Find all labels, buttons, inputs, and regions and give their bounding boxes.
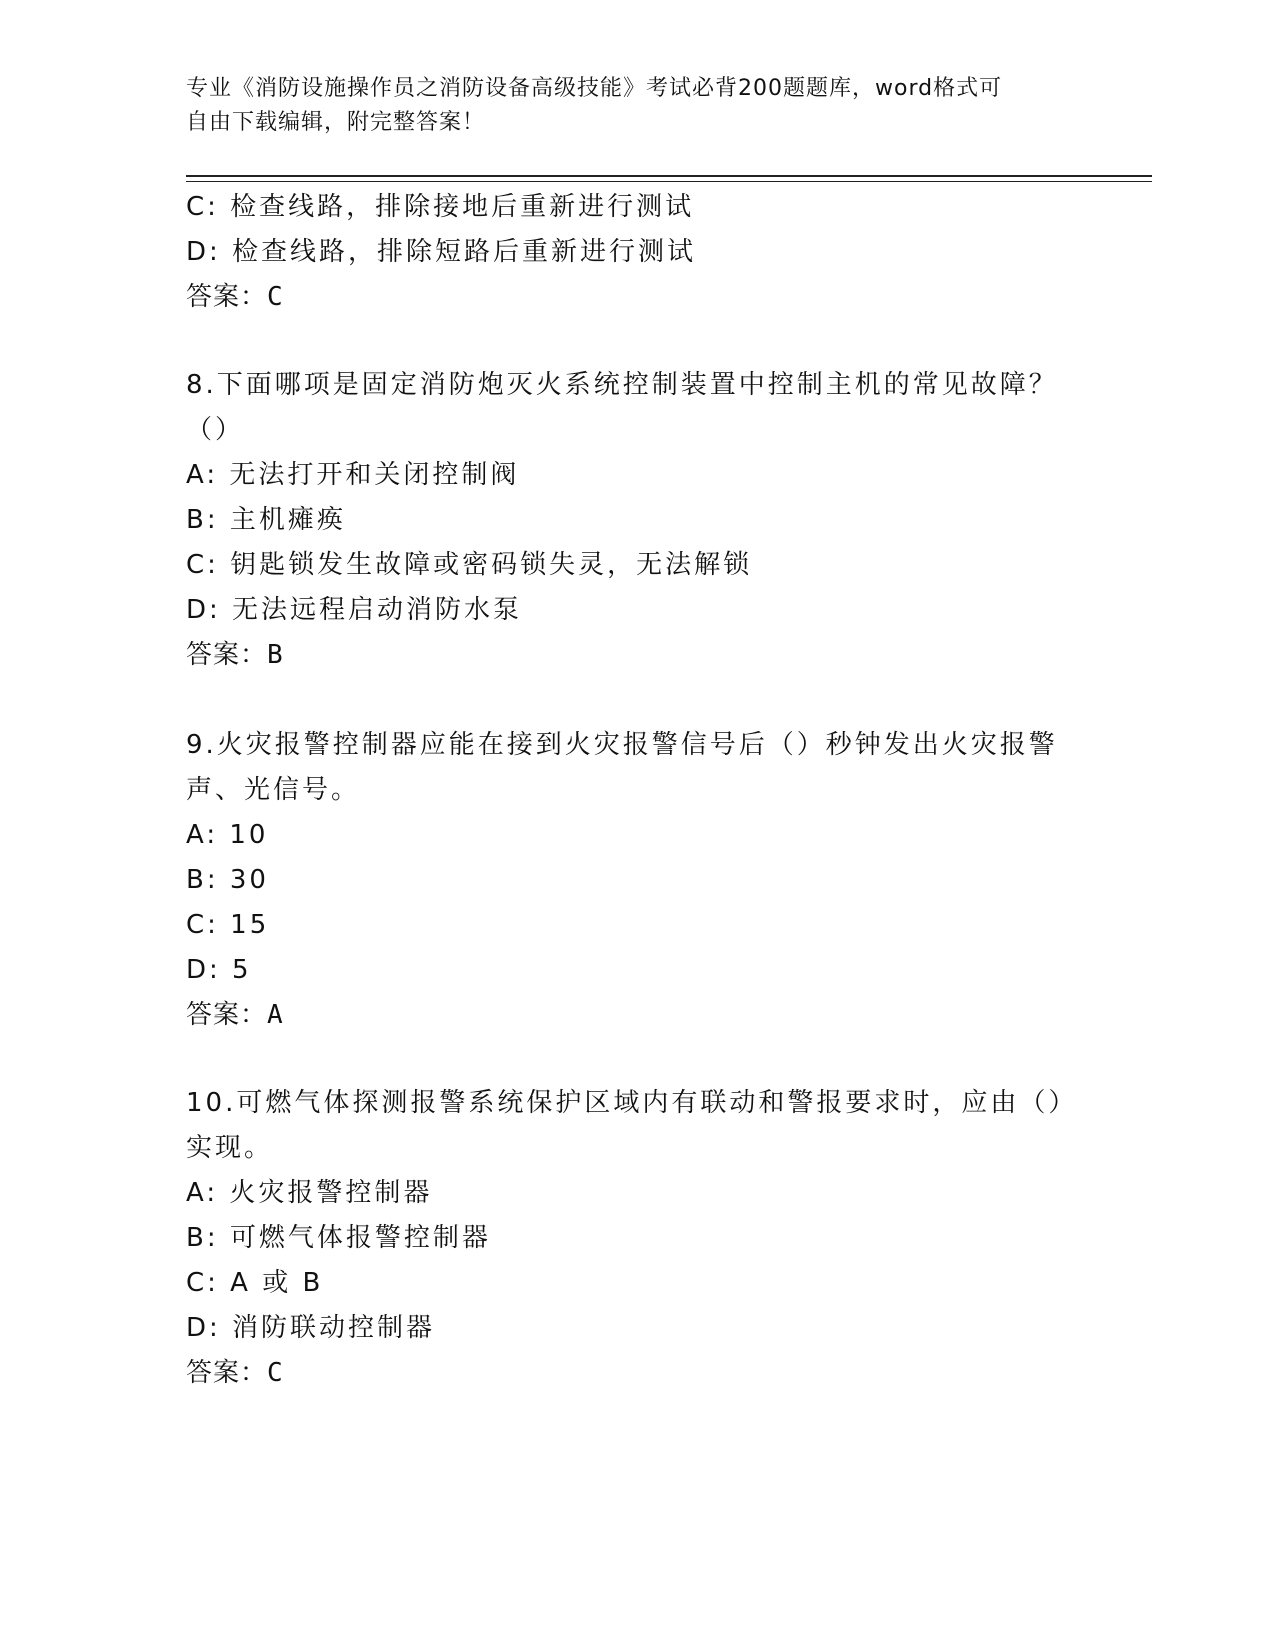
q9-option-c: C: 15 xyxy=(186,910,270,940)
q8-option-a: A: 无法打开和关闭控制阀 xyxy=(186,460,520,490)
q10-option-a: A: 火灾报警控制器 xyxy=(186,1178,433,1208)
q10-option-d: D: 消防联动控制器 xyxy=(186,1313,436,1343)
q7-option-c: C: 检查线路，排除接地后重新进行测试 xyxy=(186,192,695,222)
q10-option-b: B: 可燃气体报警控制器 xyxy=(186,1223,491,1253)
header-rule-thick xyxy=(186,175,1152,177)
q10-stem-line-2: 实现。 xyxy=(186,1133,274,1163)
header-line-2: 自由下载编辑，附完整答案！ xyxy=(186,110,486,135)
q10-option-c: C: A 或 B xyxy=(186,1268,324,1298)
q10-stem-line-1: 10.可燃气体探测报警系统保护区域内有联动和警报要求时，应由（） xyxy=(186,1088,1078,1118)
q10-answer: 答案：C xyxy=(186,1358,284,1388)
q9-stem-line-2: 声、光信号。 xyxy=(186,775,361,805)
q8-option-d: D: 无法远程启动消防水泵 xyxy=(186,595,523,625)
q9-answer: 答案：A xyxy=(186,1000,284,1030)
q8-stem-line-2: （） xyxy=(186,415,245,445)
q8-answer: 答案：B xyxy=(186,640,284,670)
q8-option-c: C: 钥匙锁发生故障或密码锁失灵，无法解锁 xyxy=(186,550,753,580)
q9-stem-line-1: 9.火灾报警控制器应能在接到火灾报警信号后（）秒钟发出火灾报警 xyxy=(186,730,1058,760)
document-header xyxy=(186,72,1066,140)
q9-option-d: D: 5 xyxy=(186,955,252,985)
q8-option-b: B: 主机瘫痪 xyxy=(186,505,346,535)
q9-option-a: A: 10 xyxy=(186,820,269,850)
header-rule-thin xyxy=(186,181,1152,182)
q7-option-d: D: 检查线路，排除短路后重新进行测试 xyxy=(186,237,697,267)
q8-stem-line-1: 8.下面哪项是固定消防炮灭火系统控制装置中控制主机的常见故障？ xyxy=(186,370,1058,400)
q7-answer: 答案：C xyxy=(186,282,284,312)
q9-option-b: B: 30 xyxy=(186,865,269,895)
header-line-1: 专业《消防设施操作员之消防设备高级技能》考试必背200题题库，word格式可 xyxy=(186,76,1003,101)
